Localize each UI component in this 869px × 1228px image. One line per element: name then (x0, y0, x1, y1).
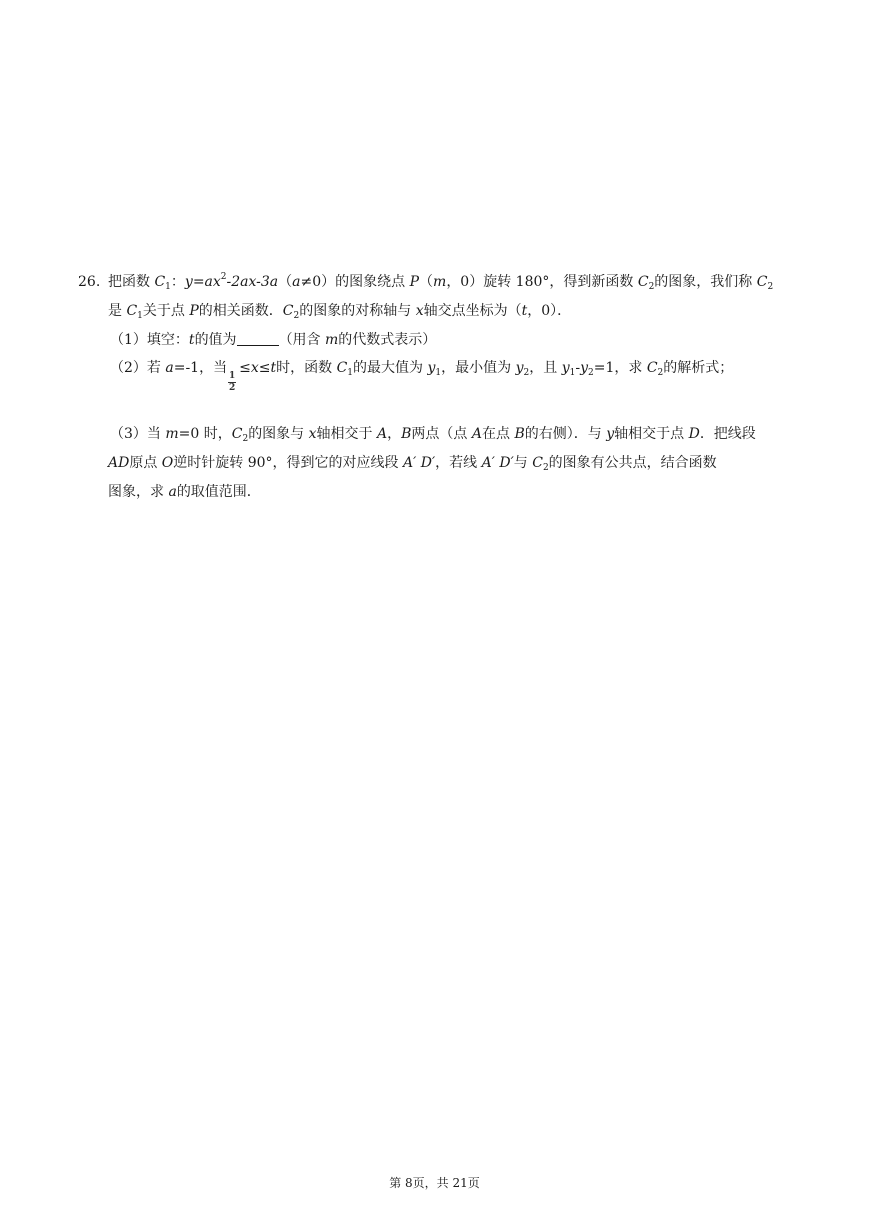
part-3-line-2 (78, 451, 798, 480)
part-1 (78, 328, 798, 352)
text: 两点（点 (411, 426, 472, 442)
subscript: 2 (648, 282, 655, 292)
text: =0 时， (178, 426, 232, 442)
math-var: y (515, 360, 524, 376)
fraction-denominator: 2 (228, 383, 236, 393)
math-expr: y=ax (184, 274, 221, 290)
subscript: 2 (657, 368, 664, 378)
subscript: 2 (523, 368, 530, 378)
math-var: C (756, 274, 768, 290)
text: 的值为 (194, 332, 237, 348)
text: ．把线段 (699, 426, 756, 442)
subscript: 2 (242, 434, 249, 444)
math-var: D (688, 426, 700, 442)
page-footer: 第 8页，共 21页 (389, 1176, 480, 1190)
text: 的右侧）．与 (524, 426, 607, 442)
text: ，若线 (435, 455, 482, 471)
subscript: 2 (767, 282, 774, 292)
subscript: 1 (435, 368, 442, 378)
math-var: A′ D′ (403, 455, 436, 471)
text: 逆时针旋转 90°，得到它的对应线段 (173, 455, 403, 471)
problem-number: 26. (78, 274, 101, 290)
math-var: x (415, 303, 424, 319)
text: ，且 (529, 360, 562, 376)
subscript: 2 (293, 311, 300, 321)
text: （ (419, 274, 434, 290)
math-var: m (433, 274, 447, 290)
text: 轴交点坐标为（ (423, 303, 522, 319)
math-expr: -2ax-3a (226, 274, 279, 290)
text: =-1，当 (173, 360, 228, 376)
text: ，0）． (527, 303, 572, 319)
part-3-line-1 (78, 422, 798, 451)
text: （1）填空： (110, 332, 189, 348)
math-var: a (292, 274, 301, 290)
math-var: t (270, 360, 277, 376)
text: - (575, 360, 581, 376)
math-var: t (188, 332, 195, 348)
math-var: A′ D′ (481, 455, 514, 471)
fraction-numerator: 1 (228, 371, 236, 381)
subscript: 2 (588, 368, 594, 378)
math-var: P (189, 303, 199, 319)
subscript: 1 (347, 368, 354, 378)
math-var: m (165, 426, 179, 442)
math-var: C (336, 360, 348, 376)
math-var: C (646, 360, 658, 376)
subscript: 1 (137, 311, 143, 321)
text: 时，函数 (276, 360, 337, 376)
text: 的取值范围． (176, 484, 261, 500)
text: ， (387, 426, 402, 442)
text: 原点 (129, 455, 162, 471)
math-var: C (154, 274, 166, 290)
text: =1，求 (593, 360, 647, 376)
problem-26 (78, 265, 798, 504)
text: 的相关函数． (198, 303, 283, 319)
math-var: A (377, 426, 388, 442)
text: 在点 (482, 426, 515, 442)
math-var: B (514, 426, 525, 442)
math-var: C (532, 455, 543, 471)
text: （2）若 (110, 360, 166, 376)
math-var: y (561, 360, 570, 376)
text: ，最小值为 (441, 360, 516, 376)
math-var: C (282, 303, 294, 319)
text: 图象，求 (108, 484, 169, 500)
math-var: x (308, 426, 317, 442)
text: 关于点 (142, 303, 190, 319)
math-var: B (401, 426, 412, 442)
part-3-line-3 (78, 480, 798, 504)
text: 轴相交于点 (614, 426, 689, 442)
text: ≠0）的图象绕点 (300, 274, 410, 290)
subscript: 1 (165, 282, 171, 292)
math-var: a (168, 484, 177, 500)
problem-statement-line-2 (78, 299, 798, 328)
text: （ (278, 274, 293, 290)
text: 的图象，我们称 (654, 274, 757, 290)
subscript: 2 (542, 463, 549, 473)
text: ，0）旋转 180°，得到新函数 (446, 274, 638, 290)
text: 的图象有公共点，结合函数 (548, 455, 717, 471)
text: （用含 (278, 332, 326, 348)
text: 的最大值为 (353, 360, 428, 376)
text: 与 (513, 455, 533, 471)
math-var: A (471, 426, 482, 442)
math-var: C (126, 303, 138, 319)
text: 的图象的对称轴与 (299, 303, 416, 319)
answer-blank[interactable] (237, 331, 279, 346)
part-2 (78, 356, 798, 393)
text: 的解析式； (663, 360, 734, 376)
text: 是 (108, 303, 127, 319)
text: 把函数 (108, 274, 155, 290)
text: ≤ (239, 360, 251, 376)
fraction-one-half (227, 371, 237, 393)
text: 的图象与 (248, 426, 309, 442)
math-var: P (409, 274, 420, 290)
math-var: a (165, 360, 174, 376)
text: ： (170, 274, 185, 290)
math-var: AD (108, 455, 130, 471)
math-var: t (521, 303, 528, 319)
text: 轴相交于 (316, 426, 377, 442)
text: ≤ (258, 360, 271, 376)
problem-statement-line-1 (78, 265, 798, 299)
math-var: C (231, 426, 243, 442)
math-var: C (637, 274, 649, 290)
math-var: y (427, 360, 436, 376)
math-var: y (580, 360, 588, 376)
math-var: O (161, 455, 174, 471)
math-var: x (250, 360, 259, 376)
math-var: m (325, 332, 339, 348)
math-var: y (606, 426, 615, 442)
subscript: 1 (569, 368, 576, 378)
text: 的代数式表示） (338, 332, 437, 348)
text: （3）当 (110, 426, 166, 442)
spacer (78, 383, 798, 422)
superscript: 2 (220, 272, 227, 282)
